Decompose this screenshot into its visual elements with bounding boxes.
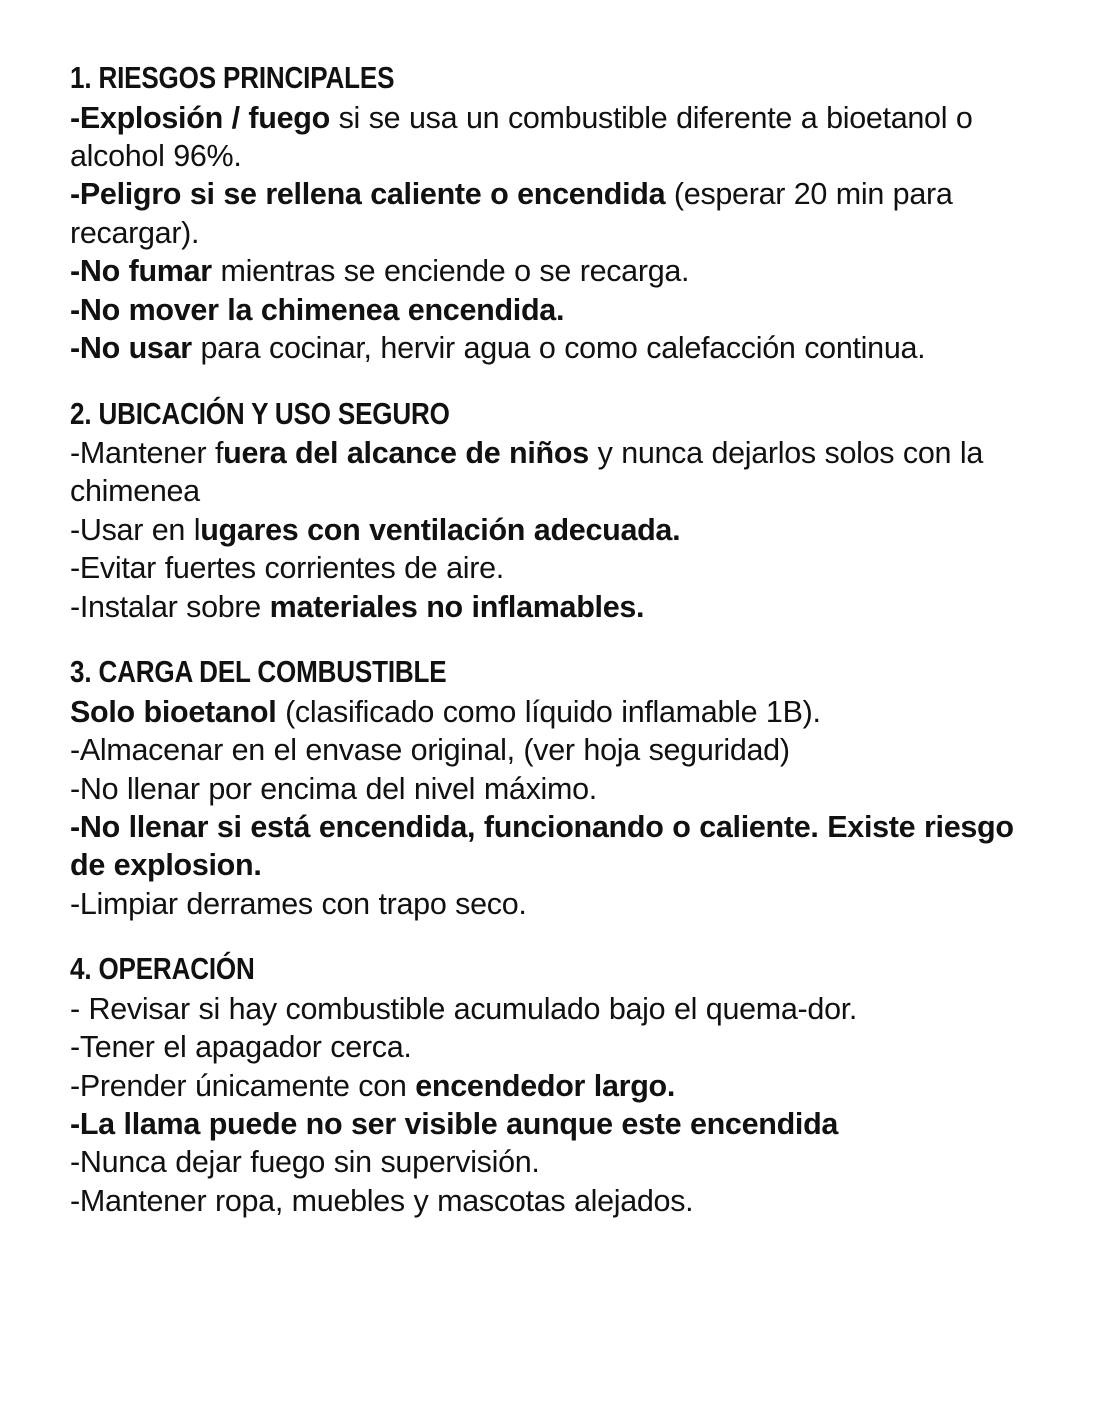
- plain-text: -Nunca dejar fuego sin supervisión.: [70, 1145, 540, 1180]
- section-body: [70, 693, 1032, 924]
- section-line: [70, 252, 1032, 290]
- section-heading: 3. CARGA DEL COMBUSTIBLE: [70, 654, 447, 690]
- emphasis-text: uera del alcance de niños: [223, 436, 589, 471]
- plain-text: -Evitar fuertes corrientes de aire.: [70, 551, 504, 586]
- emphasis-text: Solo bioetanol: [70, 694, 277, 729]
- document-section: [70, 656, 1032, 923]
- plain-text: -Prender únicamente con: [70, 1068, 416, 1103]
- plain-text: -Instalar sobre: [70, 589, 270, 624]
- section-line: [70, 808, 1032, 885]
- plain-text: -No llenar por encima del nivel máximo.: [70, 771, 597, 806]
- emphasis-text: -No mover la chimenea encendida.: [70, 292, 565, 327]
- emphasis-text: -No usar: [70, 331, 192, 366]
- section-line: [70, 1028, 1032, 1066]
- plain-text: y nunca dejarlos solos con la chimenea: [70, 436, 984, 509]
- plain-text: -Mantener ropa, muebles y mascotas alejados.: [70, 1183, 694, 1218]
- section-line: [70, 693, 1032, 731]
- section-body: [70, 99, 1032, 368]
- plain-text: -Almacenar en el envase original, (ver hoja seguridad): [70, 733, 790, 768]
- plain-text: - Revisar si hay combustible acumulado bajo el quema-dor.: [70, 991, 858, 1026]
- plain-text: (esperar 20 min para recargar).: [70, 177, 953, 250]
- section-line: [70, 329, 1032, 367]
- section-line: [70, 511, 1032, 549]
- plain-text: (clasificado como líquido inflamable 1B).: [276, 694, 821, 729]
- document-section: [70, 395, 1032, 627]
- plain-text: -Tener el apagador cerca.: [70, 1030, 412, 1065]
- emphasis-text: -No llenar si está encendida, funcionando o caliente. Existe riesgo de explosion.: [70, 809, 1014, 883]
- sections-container: [70, 62, 1032, 1220]
- section-heading: 4. OPERACIÓN: [70, 951, 255, 987]
- section-line: [70, 990, 1032, 1028]
- section-line: [70, 885, 1032, 923]
- section-line: [70, 1105, 1032, 1143]
- section-heading: 1. RIESGOS PRINCIPALES: [70, 60, 395, 95]
- plain-text: -Limpiar derrames con trapo seco.: [70, 886, 527, 921]
- emphasis-text: ugares con ventilación adecuada.: [200, 512, 681, 547]
- plain-text: -Usar en l: [70, 512, 201, 547]
- plain-text: -Mantener f: [70, 436, 224, 471]
- emphasis-text: materiales no inflamables.: [269, 589, 645, 624]
- section-line: [70, 434, 1032, 511]
- emphasis-text: -Peligro si se rellena caliente o encendida: [70, 177, 666, 212]
- section-body: [70, 434, 1032, 626]
- plain-text: si se usa un combustible diferente a bioetanol o alcohol 96%.: [70, 100, 973, 173]
- emphasis-text: -No fumar: [70, 254, 212, 289]
- plain-text: mientras se enciende o se recarga.: [211, 254, 690, 289]
- document-section: [70, 62, 1032, 368]
- section-line: [70, 731, 1032, 769]
- section-line: [70, 1067, 1032, 1105]
- emphasis-text: encendedor largo.: [415, 1068, 676, 1103]
- section-line: [70, 770, 1032, 808]
- section-line: [70, 99, 1032, 176]
- section-heading: 2. UBICACIÓN Y USO SEGURO: [70, 395, 450, 431]
- section-body: [70, 990, 1032, 1221]
- emphasis-text: -Explosión / fuego: [70, 100, 330, 135]
- section-line: [70, 1182, 1032, 1220]
- plain-text: para cocinar, hervir agua o como calefacción continua.: [191, 331, 926, 366]
- section-line: [70, 1143, 1032, 1181]
- section-line: [70, 588, 1032, 626]
- emphasis-text: -La llama puede no ser visible aunque este encendida: [70, 1107, 839, 1142]
- section-line: [70, 549, 1032, 587]
- section-line: [70, 175, 1032, 252]
- document-section: [70, 953, 1032, 1220]
- section-line: [70, 291, 1032, 329]
